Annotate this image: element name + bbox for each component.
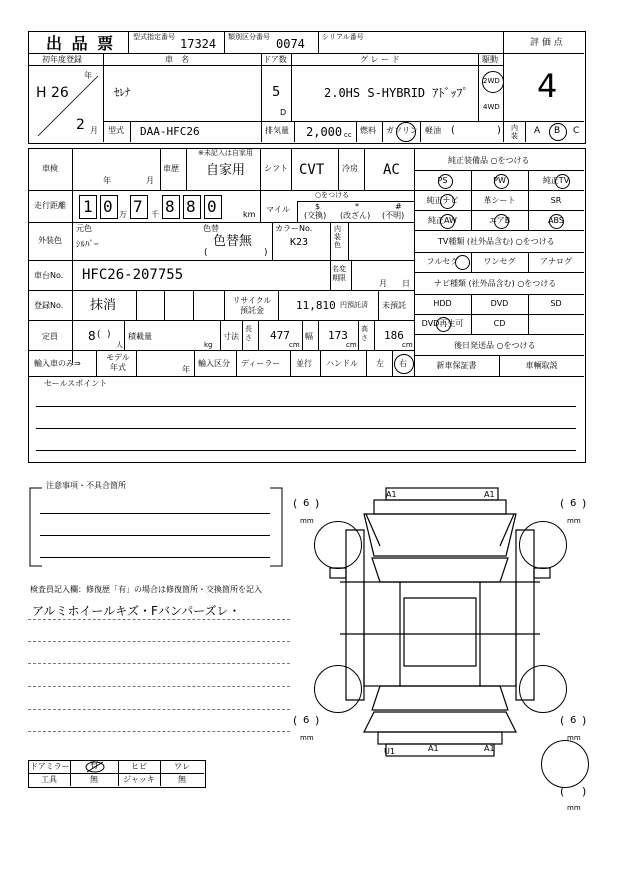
door-mirror-label: ドアミラー: [30, 762, 70, 771]
length-label: 長さ: [245, 325, 252, 342]
mileage-digit-5: 8: [186, 197, 196, 216]
equip-aw: 純正AW: [428, 216, 457, 225]
tread-spare-open: (: [560, 785, 565, 798]
equip-tv-circle: [555, 174, 570, 189]
width-cm: cm: [346, 341, 357, 349]
tread-rr-open: (: [560, 714, 565, 727]
navi-dvd-play: DVD再生可: [421, 319, 464, 328]
equip-abs: ABS: [548, 216, 564, 225]
diesel-paren-open: (: [451, 125, 455, 136]
navi-cd: CD: [493, 319, 506, 328]
capacity-paren-close: ): [107, 330, 111, 340]
km-unit: km: [243, 210, 256, 219]
tread-rl: 6: [303, 715, 310, 726]
tread-rl-close: ): [315, 714, 320, 727]
repaint-label: 色替: [203, 224, 219, 233]
wheel-rear-right: [519, 665, 567, 713]
model-value: DAA-HFC26: [140, 125, 200, 138]
name-label: 車 名: [165, 55, 189, 64]
cooler-label: 冷房: [342, 164, 358, 173]
mileage-digit-3: 7: [133, 197, 143, 216]
orig-color-label: 元色: [76, 224, 92, 233]
ware-label: ワレ: [174, 762, 190, 771]
jack-value: 無: [178, 775, 186, 784]
opt-unknown-sym: #: [395, 202, 402, 211]
interior-c: C: [573, 126, 580, 136]
color-no-label: カラーNo.: [275, 224, 313, 233]
drive-4wd: 4WD: [483, 103, 500, 111]
score-label: 評 価 点: [530, 38, 563, 48]
navi-sd: SD: [550, 299, 562, 308]
opt-exchange: (交換): [304, 211, 327, 220]
length-value: 477: [270, 329, 290, 342]
equip-airbag: エアB: [488, 216, 511, 225]
title-exp-day: 日: [402, 279, 410, 288]
notes-label: 注意事項・不具合箇所: [46, 481, 126, 490]
grade-label: グ レ ー ド: [360, 55, 400, 64]
inspection-year: 年: [103, 176, 111, 185]
tread-fr-close: ): [582, 497, 587, 510]
tread-fl: 6: [303, 498, 310, 509]
reg-era: H 26: [36, 85, 69, 101]
fuel-circle: [396, 122, 416, 142]
displacement-value: 2,000: [306, 125, 343, 139]
tread-rr-close: ): [582, 714, 587, 727]
interior-circle: [549, 123, 567, 141]
mileage-digit-6: 0: [207, 197, 217, 216]
height-label: 高さ: [361, 325, 368, 342]
load-unit: kg: [204, 341, 213, 349]
doors-value: 5: [272, 85, 281, 100]
tread-spare-close: ): [582, 785, 587, 798]
chassis-value: HFC26-207755: [82, 267, 184, 283]
tread-rr-unit: mm: [567, 734, 581, 742]
equipment-title: 純正装備品 ○をつける: [448, 156, 530, 165]
score-value: 4: [537, 67, 558, 105]
equip-abs-circle: [549, 214, 564, 229]
title-exp-month: 月: [379, 279, 387, 288]
equip-leather: 革シート: [483, 196, 516, 205]
handle-circle: [394, 354, 414, 374]
mileage-digit-4: 8: [165, 197, 175, 216]
inspector-text: アルミホイールキズ・Fバンパーズレ・: [32, 604, 241, 618]
tread-rl-unit: mm: [300, 734, 314, 742]
length-cm: cm: [289, 341, 300, 349]
door-suffix: D: [280, 108, 287, 117]
mile-label: マイル: [266, 205, 290, 214]
type-value: 17324: [180, 37, 217, 51]
inspection-month: 月: [146, 176, 154, 185]
reg-month: 2: [76, 117, 85, 133]
equip-aw-circle: [440, 214, 455, 229]
equip-navi-circle: [440, 194, 455, 209]
tv-title: TV種類 (社外品含む) ○をつける: [438, 237, 555, 246]
wheel-spare: [541, 740, 589, 788]
repaint-paren-close: ): [264, 248, 268, 258]
title-exp-label: 名変期限: [332, 265, 346, 282]
equip-navi: 純正ナビ: [426, 196, 459, 205]
equip-tv: 純正TV: [542, 176, 570, 185]
cooler-value: AC: [383, 162, 400, 178]
tv-fullseg: フルセグ: [426, 257, 459, 266]
tread-fr-unit: mm: [567, 517, 581, 525]
page-title: 出 品 票: [46, 34, 116, 53]
tread-fl-unit: mm: [300, 517, 314, 525]
year-unit: 年: [84, 71, 92, 80]
opt-exchange-sym: $: [315, 202, 321, 211]
mileage-sen: 千: [151, 210, 159, 219]
fuel-diesel: 軽油: [425, 126, 441, 135]
color-no-value: K23: [290, 237, 309, 248]
tools-value: 無: [90, 775, 98, 784]
sales-label: セールスポイント: [44, 379, 108, 388]
tread-spare-unit: mm: [567, 804, 581, 812]
interior-a: A: [534, 126, 541, 136]
equip-sr: SR: [550, 196, 562, 205]
inspection-label: 車検: [42, 164, 58, 173]
car-name: ｾﾚﾅ: [114, 86, 131, 99]
drive-label: 駆動: [482, 55, 498, 64]
import-dealer: ディーラー: [241, 359, 281, 368]
fuel-gasoline: ガソリン: [386, 126, 418, 135]
equip-ps: PS: [437, 176, 448, 185]
mileage-digit-1: 1: [83, 197, 93, 216]
mileage-man: 万: [119, 210, 127, 219]
fuel-label: 燃料: [360, 126, 376, 135]
chassis-label: 車台No.: [34, 271, 64, 280]
navi-hdd: HDD: [433, 299, 452, 308]
model-year-unit: 年: [182, 365, 190, 374]
equip-ps-circle: [438, 174, 453, 189]
tread-rl-open: (: [293, 714, 298, 727]
height-value: 186: [384, 329, 404, 342]
interior-b: B: [554, 126, 561, 136]
history-note: ※未記入は自家用: [198, 149, 253, 157]
shift-label: シフト: [264, 164, 288, 173]
tv-oneseg: ワンセグ: [483, 257, 516, 266]
model-year-label: モデル年式: [106, 353, 130, 372]
recycle-none: 未預託: [382, 301, 406, 310]
wheel-front-right: [519, 521, 567, 569]
opt-tamper: (改ざん): [340, 211, 371, 220]
drive-2wd: 2WD: [483, 77, 500, 85]
diesel-paren-close: ): [497, 125, 501, 136]
model-label: 型式: [108, 126, 124, 135]
import-label: 輸入車のみ⇒: [34, 359, 81, 368]
recycle-label: リサイクル預託金: [232, 296, 272, 315]
equip-airbag-circle: [494, 214, 509, 229]
tv-analog: アナログ: [540, 257, 572, 266]
wheel-rear-left: [314, 665, 362, 713]
navi-dvd-play-circle: [436, 317, 451, 332]
mark-front-left: A1: [386, 490, 397, 499]
reg-no-label: 登録No.: [34, 301, 64, 310]
doors-label: ドア数: [263, 55, 287, 64]
tools-label: 工具: [41, 775, 57, 784]
grade-value: 2.0HS S-HYBRID ｱﾄﾞｯﾌﾟ: [324, 86, 469, 100]
dims-label: 寸法: [223, 332, 239, 341]
opt-tamper-sym: *: [355, 202, 359, 211]
capacity-paren-open: (: [97, 330, 101, 340]
later-title: 後日発送品 ○をつける: [454, 341, 536, 350]
mark-rear-u1: U1: [384, 747, 395, 756]
inspector-label: 検査員記入欄：修復歴「有」の場合は修復箇所・交換箇所を記入: [30, 585, 262, 594]
handle-right: 右: [399, 359, 407, 368]
capacity-label: 定員: [42, 332, 58, 341]
handle-label: ハンドル: [326, 359, 358, 368]
class-value: 0074: [276, 37, 305, 51]
first-reg-label: 初年度登録: [42, 55, 82, 64]
opt-unknown: (不明): [382, 211, 405, 220]
history-label: 車歴: [163, 164, 179, 173]
history-value: 自家用: [206, 163, 246, 178]
month-unit: 月: [90, 126, 98, 135]
tv-fullseg-circle: [455, 255, 470, 270]
tread-rr: 6: [570, 715, 577, 726]
class-label: 類別区分番号: [228, 33, 270, 41]
hibi-label: ヒビ: [131, 762, 147, 771]
type-label: 型式指定番号: [133, 33, 175, 41]
shift-value: CVT: [299, 162, 325, 178]
navi-dvd: DVD: [490, 299, 509, 308]
serial-label: シリアル番号: [322, 33, 364, 41]
mileage-digit-2: 0: [103, 197, 113, 216]
later-warranty: 新車保証書: [436, 361, 477, 370]
recycle-unit: 円預託済: [340, 301, 368, 309]
repaint-paren-open: (: [204, 248, 208, 258]
import-parallel: 並行: [296, 359, 312, 368]
cc-unit: cc: [344, 131, 352, 139]
capacity-value: 8: [88, 329, 96, 343]
mileage-label: 走行距離: [34, 201, 66, 210]
repaint-value: 色替無: [213, 234, 253, 249]
door-mirror-mark: [84, 761, 106, 773]
navi-title: ナビ種類 (社外品含む) ○をつける: [434, 279, 557, 288]
displacement-label: 排気量: [265, 126, 289, 135]
door-mirror-value: 有: [89, 761, 99, 771]
equip-pw: PW: [493, 176, 506, 185]
jack-label: ジャッキ: [123, 775, 155, 784]
width-label: 幅: [305, 332, 313, 341]
mark-rear-a1: A1: [428, 744, 439, 753]
tread-fr-open: (: [560, 497, 565, 510]
tread-fl-open: (: [293, 497, 298, 510]
tread-fr: 6: [570, 498, 577, 509]
orig-color-value: ｼﾙﾊﾞｰ: [76, 240, 99, 250]
height-cm: cm: [402, 341, 413, 349]
import-type-label: 輸入区分: [198, 359, 230, 368]
mark-front-right: A1: [484, 490, 495, 499]
width-value: 173: [328, 329, 348, 342]
reg-no-value: 抹消: [90, 298, 117, 313]
interior-label: 内装: [511, 124, 518, 140]
load-label: 積載量: [128, 332, 152, 341]
recycle-value: 11,810: [296, 299, 336, 312]
capacity-unit: 人: [116, 341, 123, 349]
tread-fl-close: ): [315, 497, 320, 510]
later-manual: 車輌取説: [525, 361, 558, 370]
mark-rear-a1b: A1: [484, 744, 495, 753]
handle-left: 左: [376, 359, 384, 368]
equip-pw-circle: [494, 174, 509, 189]
interior-color-label: 内装色: [334, 225, 341, 249]
mark-note: ○をつける: [315, 191, 350, 199]
wheel-front-left: [314, 521, 362, 569]
color-label: 外装色: [38, 236, 62, 245]
